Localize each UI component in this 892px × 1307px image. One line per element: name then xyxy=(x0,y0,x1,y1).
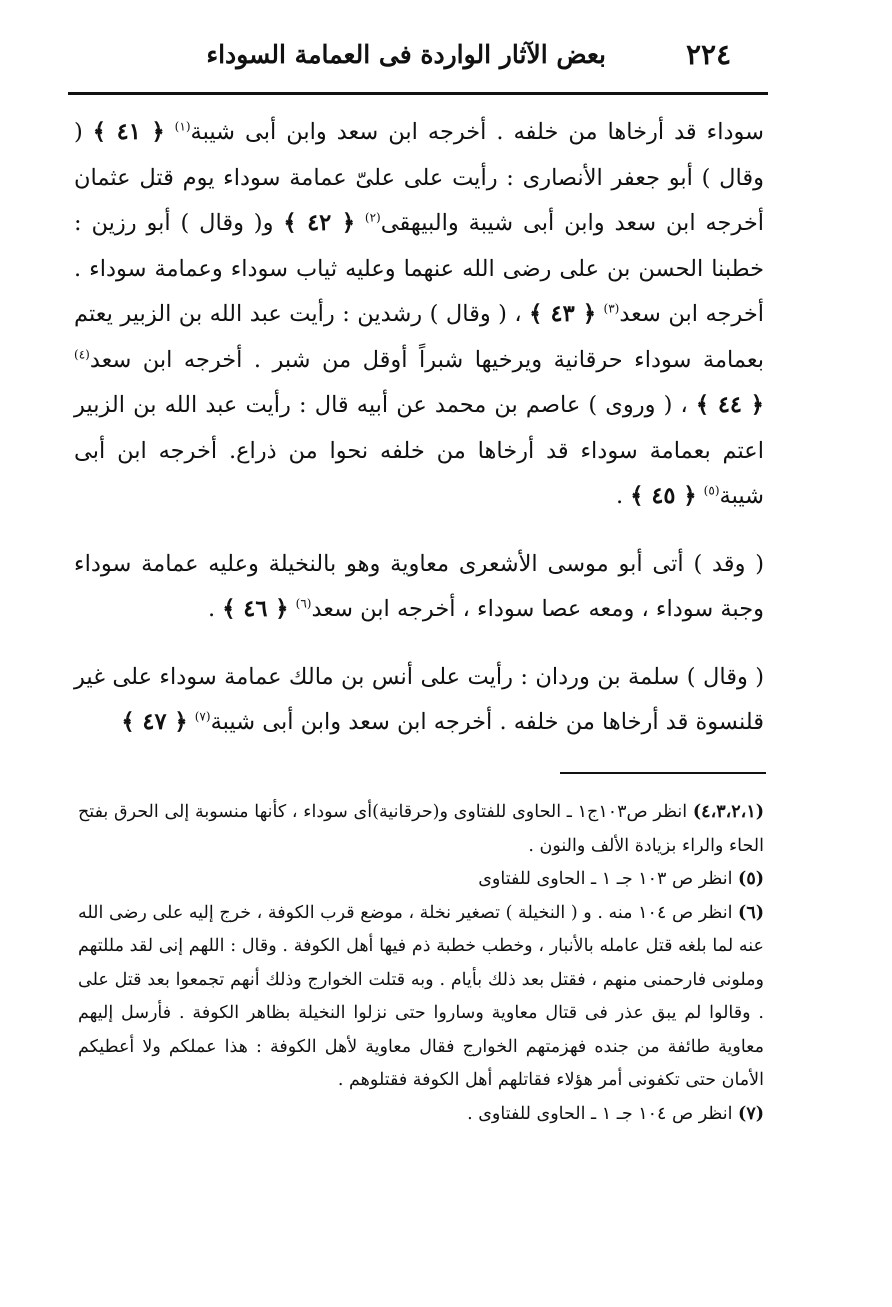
footnotes xyxy=(78,796,764,1131)
footnote-number: (٤،٣،٢،١) xyxy=(692,802,764,822)
footnote-ref: (٢) xyxy=(364,210,381,225)
footnote-ref: (٦) xyxy=(295,596,312,611)
footnote-text: انظر ص ١٠٤ جـ ١ ـ الحاوى للفتاوى . xyxy=(467,1103,739,1124)
athar-number: ﴿ ٤٣ ﴾ xyxy=(529,301,597,327)
running-title: بعض الآثار الواردة فى العمامة السوداء xyxy=(206,40,606,69)
header-rule xyxy=(68,92,768,95)
footnote-text: انظر ص ١٠٤ منه . و ( النخيلة ) تصغير نخلة ، موضع قرب الكوفة ، خرج إليه على رضى الله عنه لما بلغه قتل عامله بالأنبار ، وخطب خطبة ذم فيها أهل الكوفة . وقال : اللهم إنى لقد مللتهم وملونى فارحمنى منهم ، فقتل بعد ذلك بأيام . وبه قتلت الخوارج وذلك أنهم تجمعوا بعد قتل على . وقالوا لم يبق عذر فى قتال معاوية وساروا حتى نزلوا النخيلة بظاهر الكوفة . فأرسل إليهم معاوية طائفة من جنده فهزمتهم الخوارج فقال معاوية لأهل الكوفة : هذا عملكم ولا أعطيكم الأمان حتى تكفونى أمر هؤلاء فقاتلهم أهل الكوفة فقتلوهم . xyxy=(78,902,764,1090)
page-header xyxy=(0,38,892,78)
footnote-number: (٧) xyxy=(738,1103,764,1124)
footnote-number: (٦) xyxy=(738,902,764,923)
footnote xyxy=(78,897,764,1098)
footnote-text: انظر ص١٠٣ج١ ـ الحاوى للفتاوى و(حرقانية)أى سوداء ، كأنها منسوبة إلى الحرق بفتح الحاء والراء بزيادة الألف والنون . xyxy=(78,802,764,856)
text-segment: ( وقال ) سلمة بن وردان : رأيت على أنس بن مالك عمامة سوداء على غير قلنسوة قد أرخاها من خلفه . أخرجه ابن سعد وابن أبى شيبة xyxy=(74,663,764,735)
footnote xyxy=(78,796,764,863)
text-segment: ، ( وروى ) عاصم بن محمد عن أبيه قال : رأيت عبد الله بن الزبير اعتم بعمامة سوداء قد أرخاها من خلفه نحوا من ذراع. أخرجه ابن أبى شيبة xyxy=(74,392,764,509)
footnote xyxy=(78,1098,764,1132)
text-segment: ( وقد ) أتى أبو موسى الأشعرى معاوية وهو بالنخيلة وعليه عمامة سوداء وجبة سوداء ، ومعه عصا سوداء ، أخرجه ابن سعد xyxy=(74,550,764,622)
text-segment: سوداء قد أرخاها من خلفه . أخرجه ابن سعد وابن أبى شيبة xyxy=(190,119,764,145)
text-segment: ( وقال ) أبو جعفر الأنصارى : رأيت على علىّ عمامة سوداء يوم قتل عثمان أخرجه ابن سعد وابن أبى شيبة والبيهقى xyxy=(74,119,764,236)
athar-number: ﴿ ٤٦ ﴾ xyxy=(222,596,289,622)
athar-number: ﴿ ٤١ ﴾ xyxy=(92,119,165,145)
athar-number: ﴿ ٤٧ ﴾ xyxy=(121,709,188,735)
text-segment: . xyxy=(615,483,631,509)
athar-number: ﴿ ٤٥ ﴾ xyxy=(630,483,697,509)
main-text xyxy=(74,110,764,746)
text-segment: و( وقال ) أبو رزين : خطبنا الحسن بن على رضى الله عنهما وعليه ثياب سوداء وعمامة سوداء . أخرجه ابن سعد xyxy=(74,210,764,327)
athar-number: ﴿ ٤٤ ﴾ xyxy=(695,392,764,418)
paragraph-3 xyxy=(74,655,764,746)
footnote-ref: (٤) xyxy=(74,347,90,361)
footnote-text: انظر ص ١٠٣ جـ ١ ـ الحاوى للفتاوى xyxy=(478,869,739,889)
athar-number: ﴿ ٤٢ ﴾ xyxy=(283,210,356,236)
footnote-ref: (١) xyxy=(174,119,191,134)
footnote-separator xyxy=(560,772,766,774)
footnote xyxy=(78,863,764,897)
footnote-ref: (٧) xyxy=(194,709,211,724)
paragraph-2 xyxy=(74,542,764,633)
text-segment: . xyxy=(207,596,223,622)
text-segment: ، ( وقال ) رشدين : رأيت عبد الله بن الزبير يعتم بعمامة سوداء حرقانية ويرخيها شبراً أوقل من شبر . أخرجه ابن سعد xyxy=(74,301,764,373)
page-number: ٢٢٤ xyxy=(686,38,732,71)
footnote-number: (٥) xyxy=(738,869,764,889)
footnote-ref: (٣) xyxy=(603,301,620,316)
paragraph-1 xyxy=(74,110,764,520)
footnote-ref: (٥) xyxy=(703,483,720,498)
